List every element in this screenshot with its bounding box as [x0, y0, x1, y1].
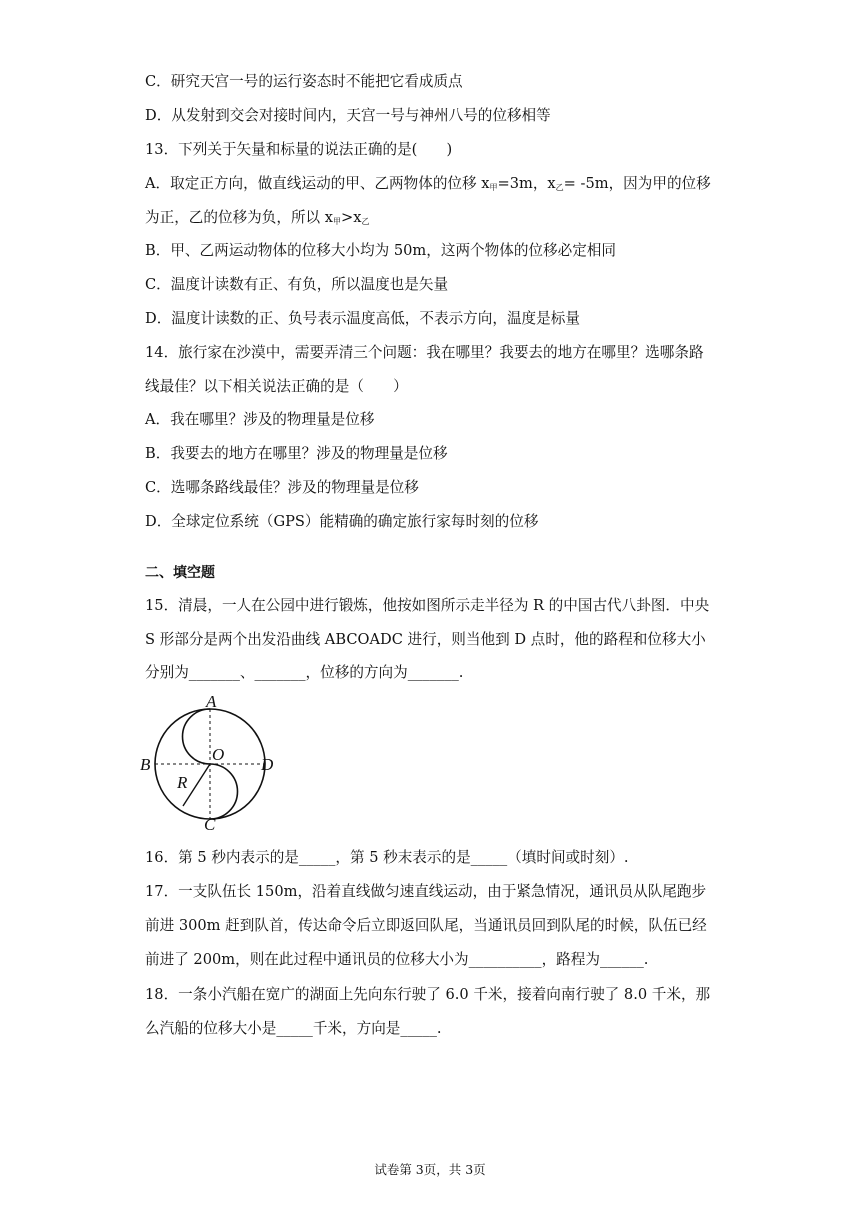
- label-o: O: [212, 745, 225, 764]
- q14-stem-line2: 线最佳？以下相关说法正确的是（ ）: [145, 378, 408, 395]
- q13-option-a-line1: A．取定正方向，做直线运动的甲、乙两物体的位移 $x_甲=3m$，$x_乙= -5m$，因为甲的位移: [145, 175, 711, 192]
- q13-option-c: C．温度计读数有正、有负，所以温度也是矢量: [145, 276, 449, 293]
- page-footer: 试卷第 3页，共 3页: [374, 1162, 486, 1177]
- q14-option-a: A．我在哪里？涉及的物理量是位移: [145, 411, 375, 428]
- q14-option-b: B．我要去的地方在哪里？涉及的物理量是位移: [145, 445, 448, 462]
- q14-stem-line1: 14．旅行家在沙漠中，需要弄清三个问题：我在哪里？我要去的地方在哪里？选哪条路: [145, 344, 704, 361]
- bagua-diagram: [140, 694, 280, 834]
- q15-stem-line2: S 形部分是两个出发沿曲线 ABCOADC 进行，则当他到 D 点时，他的路程和位移大小: [145, 631, 706, 648]
- q16-stem: 16．第 5 秒内表示的是_____，第 5 秒末表示的是_____（填时间或时刻）.: [145, 849, 629, 866]
- label-r: R: [177, 773, 188, 792]
- q14-option-d: D．全球定位系统（GPS）能精确的确定旅行家每时刻的位移: [145, 513, 539, 530]
- q13-option-a-line2: 为正，乙的位移为负，所以 $x_甲>x_乙$: [145, 209, 370, 226]
- section-heading-fill-in: 二、填空题: [145, 565, 215, 581]
- label-c: C: [204, 815, 216, 834]
- label-b: B: [140, 755, 151, 774]
- label-d: D: [261, 755, 274, 774]
- q17-stem-line2: 前进 300m 赶到队首，传达命令后立即返回队尾，当通讯员回到队尾的时候，队伍已经: [145, 917, 707, 934]
- q17-stem-line1: 17．一支队伍长 150m，沿着直线做匀速直线运动，由于紧急情况，通讯员从队尾跑步: [145, 883, 707, 900]
- label-a: A: [206, 694, 217, 711]
- q13-option-b: B．甲、乙两运动物体的位移大小均为 50m，这两个物体的位移必定相同: [145, 242, 616, 259]
- q18-stem-line1: 18．一条小汽船在宽广的湖面上先向东行驶了 6.0 千米，接着向南行驶了 8.0 千米，那: [145, 986, 711, 1003]
- q13-stem: 13．下列关于矢量和标量的说法正确的是( ): [145, 141, 453, 158]
- q17-stem-line3: 前进了 200m，则在此过程中通讯员的位移大小为__________，路程为______.: [145, 951, 649, 968]
- q14-option-c: C．选哪条路线最佳？涉及的物理量是位移: [145, 479, 419, 496]
- q12-option-d: D．从发射到交会对接时间内，天宫一号与神州八号的位移相等: [145, 107, 551, 124]
- q18-stem-line2: 么汽船的位移大小是_____千米，方向是_____.: [145, 1020, 442, 1037]
- q12-option-c: C．研究天宫一号的运行姿态时不能把它看成质点: [145, 73, 463, 90]
- q13-option-d: D．温度计读数的正、负号表示温度高低，不表示方向，温度是标量: [145, 310, 580, 327]
- q15-stem-line1: 15．清晨，一人在公园中进行锻炼，他按如图所示走半径为 R 的中国古代八卦图．中央: [145, 597, 710, 614]
- q15-stem-line3: 分别为_______、_______，位移的方向为_______.: [145, 664, 464, 681]
